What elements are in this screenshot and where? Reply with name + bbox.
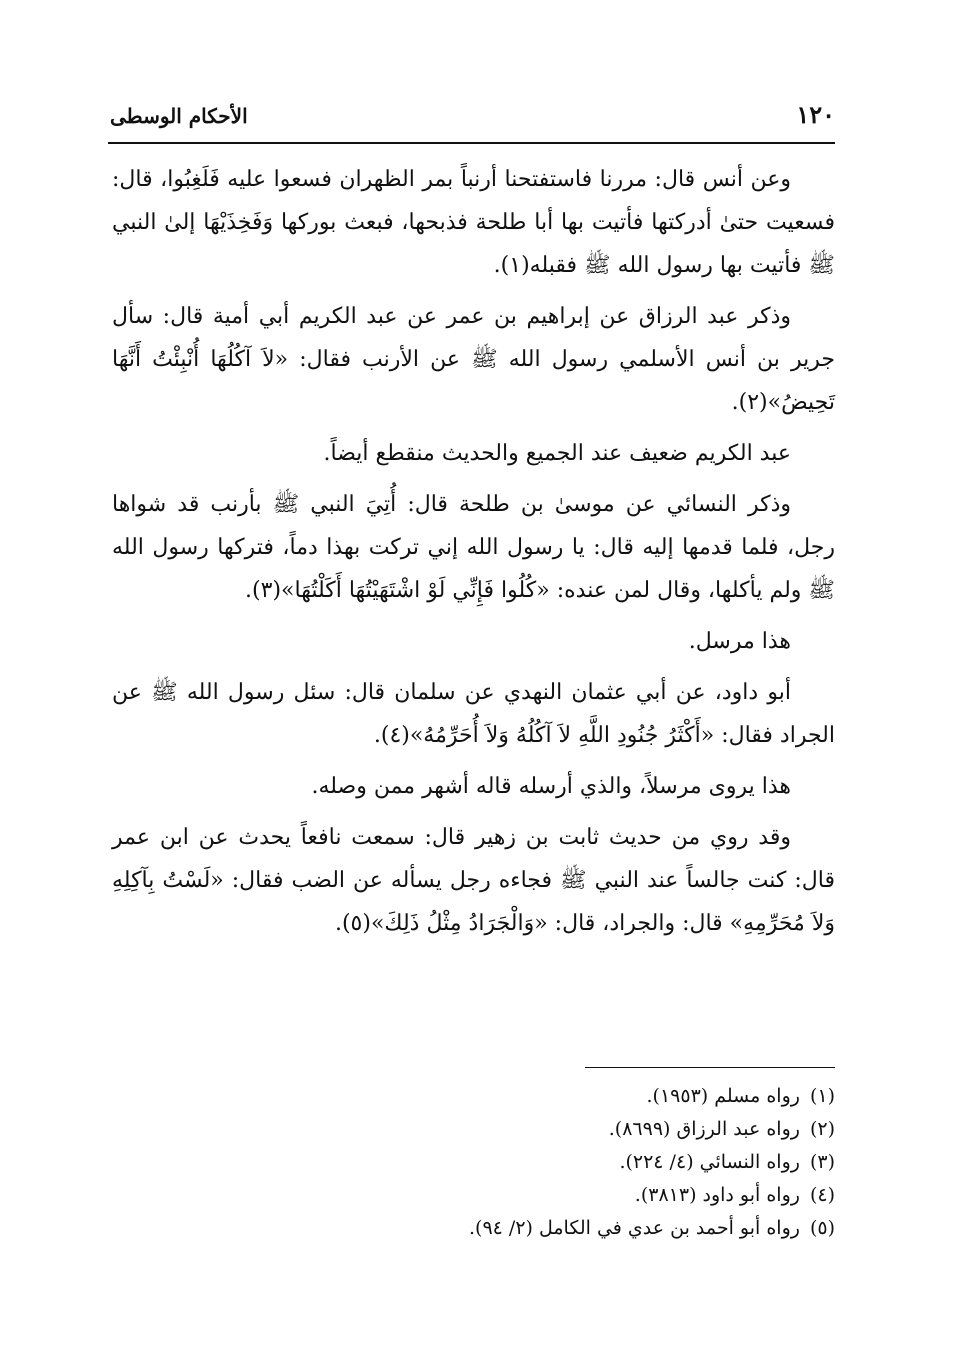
footnote-marker: (١) bbox=[809, 1085, 835, 1107]
footnote-text: رواه أبو داود (٣٨١٣). bbox=[634, 1184, 800, 1206]
footnote-marker: (٥) bbox=[809, 1217, 835, 1239]
paragraph-thabit: وقد روي من حديث ثابت بن زهير قال: سمعت نافعاً يحدث عن ابن عمر قال: كنت جالساً عند النبي ﷺ فجاءه رجل يسأله عن الضب فقال: «لَسْتُ بِآكِلِهِ وَلاَ مُحَرِّمِهِ» قال: والجراد، قال: «وَالْجَرَادُ مِثْلُ ذَلِكَ»(٥). bbox=[112, 825, 835, 936]
main-text bbox=[112, 158, 835, 953]
footnote-text: رواه النسائي (٤/ ٢٢٤). bbox=[619, 1151, 800, 1173]
footnote-marker: (٤) bbox=[809, 1184, 835, 1206]
page-number: ١٢٠ bbox=[796, 100, 835, 129]
footnote-text: رواه مسلم (١٩٥٣). bbox=[646, 1085, 800, 1107]
footnotes bbox=[112, 1080, 835, 1245]
header-divider bbox=[108, 142, 835, 144]
paragraph-abdurrazzaq: وذكر عبد الرزاق عن إبراهيم بن عمر عن عبد الكريم أبي أمية قال: سأل جرير بن أنس الأسلمي رسول الله ﷺ عن الأرنب فقال: «لاَ آكُلُهَا أُنْبِئْتُ أَنَّهَا تَحِيضُ»(٢). bbox=[112, 304, 835, 415]
footnote-4 bbox=[112, 1179, 835, 1212]
footnote-marker: (٣) bbox=[809, 1151, 835, 1173]
paragraph-nasai: وذكر النسائي عن موسىٰ بن طلحة قال: أُتِيَ النبي ﷺ بأرنب قد شواها رجل، فلما قدمها إليه قال: يا رسول الله إني تركت بهذا دماً، فتركها رسول الله ﷺ ولم يأكلها، وقال لمن عنده: «كُلُوا فَإِنِّي لَوْ اشْتَهَيْتُهَا أَكَلْتُهَا»(٣). bbox=[112, 492, 835, 603]
footnote-marker: (٢) bbox=[809, 1118, 835, 1140]
footnote-divider bbox=[585, 1067, 835, 1068]
paragraph-abdulkarim-weak: عبد الكريم ضعيف عند الجميع والحديث منقطع أيضاً. bbox=[323, 441, 791, 466]
footnote-text: رواه عبد الرزاق (٨٦٩٩). bbox=[608, 1118, 800, 1140]
running-title: الأحكام الوسطى bbox=[110, 104, 248, 128]
paragraph-mursal-note: هذا يروى مرسلاً، والذي أرسله قاله أشهر ممن وصله. bbox=[311, 774, 791, 799]
footnote-text: رواه أبو أحمد بن عدي في الكامل (٢/ ٩٤). bbox=[468, 1217, 800, 1239]
paragraph-mursal: هذا مرسل. bbox=[688, 629, 791, 654]
paragraph-anas-hadith: وعن أنس قال: مررنا فاستفتحنا أرنباً بمر الظهران فسعوا عليه فَلَغِبُوا، قال: فسعيت حتىٰ أدركتها فأتيت بها أبا طلحة فذبحها، فبعث بوركها وَفَخِذَيْهَا إلىٰ النبي ﷺ فأتيت بها رسول الله ﷺ فقبله(١). bbox=[112, 167, 835, 278]
footnote-5 bbox=[112, 1212, 835, 1245]
page-header bbox=[110, 100, 835, 140]
footnote-1 bbox=[112, 1080, 835, 1113]
footnote-3 bbox=[112, 1146, 835, 1179]
paragraph-abu-dawud: أبو داود، عن أبي عثمان النهدي عن سلمان قال: سئل رسول الله ﷺ عن الجراد فقال: «أَكْثَرُ جُنُودِ اللَّهِ لاَ آكُلُهُ وَلاَ أُحَرِّمُهُ»(٤). bbox=[112, 680, 835, 748]
footnote-2 bbox=[112, 1113, 835, 1146]
